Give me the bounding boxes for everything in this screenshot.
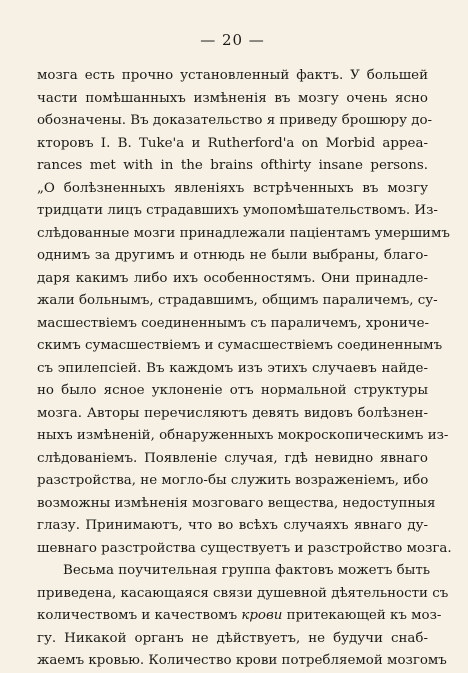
text-line: гу. Никакой органъ не дѣйствуетъ, не будучи снаб- (37, 630, 428, 646)
text-line: скимъ сумасшествіемъ и сумасшествіемъ соединеннымъ (37, 338, 443, 353)
text-line: глазу. Принимаютъ, что во всѣхъ случаяхъ явнаго ду- (37, 518, 428, 533)
text-line: даря какимъ либо ихъ особенностямъ. Они принадле- (37, 270, 428, 286)
text-line: тридцати лицъ страдавшихъ умопомѣшательствомъ. Из- (37, 203, 438, 218)
text-line: жаемъ кровью. Количество крови потребляемой мозгомъ (37, 653, 447, 668)
text-line: мозга. Авторы перечисляютъ девять видовъ болѣзнен- (37, 405, 428, 421)
text-line: „О болѣзненныхъ явленіяхъ встрѣченныхъ въ мозгу (37, 180, 428, 196)
text-line: съ эпилепсіей. Въ каждомъ изъ этихъ случаевъ найде- (37, 360, 428, 376)
text-line: возможны измѣненія мозговаго вещества, недоступныя (37, 495, 436, 511)
text-line: части помѣшанныхъ измѣненія въ мозгу очень ясно (37, 90, 428, 106)
text-line: шевнаго разстройства существуетъ и разстройство мозга. (37, 540, 452, 556)
body-text (37, 65, 452, 673)
text-line (37, 605, 442, 628)
text-fragment: количествомъ и качествомъ (37, 608, 242, 623)
emphasized-word: крови (241, 608, 283, 623)
text-line: разстройства, не могло-бы служить возраженіемъ, ибо (37, 473, 429, 488)
text-line: ныхъ измѣненій, обнаруженныхъ мокроскопическимъ из- (37, 428, 449, 443)
text-line: приведена, касающаяся связи душевной дѣятельности съ (37, 585, 449, 601)
text-line: кторовъ I. B. Tuke'a и Rutherford'a on Morbid appea- (37, 135, 428, 151)
text-fragment: притекающей къ моз- (282, 608, 442, 623)
page-number: — 20 — (200, 31, 265, 49)
text-line: мозга есть прочно установленный фактъ. У большей (37, 68, 428, 83)
text-line: однимъ за другимъ и отнюдь не были выбраны, благо- (37, 248, 428, 263)
text-line: слѣдованные мозги принадлежали паціентамъ умершимъ (37, 225, 450, 241)
text-line: rances met with in the brains ofthirty insane persons. (37, 158, 428, 173)
text-line: слѣдованіемъ. Появленіе случая, гдѣ невидно явнаго (37, 450, 428, 466)
text-line: жали больнымъ, страдавшимъ, общимъ параличемъ, су- (37, 293, 438, 308)
text-line: но было ясное уклоненіе отъ нормальной структуры (37, 383, 428, 398)
text-line: обозначены. Въ доказательство я приведу брошюру до- (37, 113, 433, 128)
paragraph-start-line: Весьма поучительная группа фактовъ можетъ быть (63, 563, 431, 578)
text-line: масшествіемъ соединеннымъ съ параличемъ, хрониче- (37, 315, 430, 331)
